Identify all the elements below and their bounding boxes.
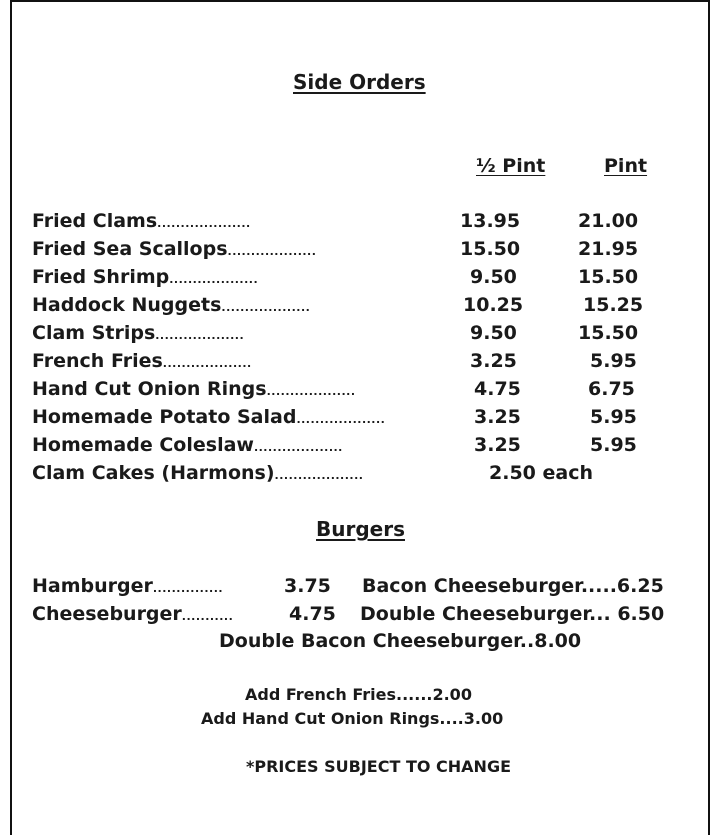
pint-price: 21.00 <box>578 210 639 232</box>
leader-dots: ................... <box>274 469 364 482</box>
pint-price: 15.50 <box>578 266 639 288</box>
pint-price: 6.75 <box>588 378 635 400</box>
double-cheeseburger-item: Double Cheeseburger... 6.50 <box>360 603 665 625</box>
pint-price: 5.95 <box>590 434 637 456</box>
leader-dots: ................... <box>266 385 356 398</box>
add-onion-rings: Add Hand Cut Onion Rings....3.00 <box>201 709 504 728</box>
item-name: Fried Shrimp <box>32 266 170 288</box>
page-border-top <box>10 0 710 2</box>
pint-header: Pint <box>604 155 648 177</box>
pint-price: 5.95 <box>590 406 637 428</box>
leader-dots: ................... <box>296 413 386 426</box>
leader-dots: ................... <box>221 301 311 314</box>
item-name: Hand Cut Onion Rings <box>32 378 267 400</box>
leader-dots: ................... <box>227 245 317 258</box>
leader-dots: ................... <box>155 329 245 342</box>
page-border-right <box>708 0 710 835</box>
half-pint-price: 9.50 <box>470 266 517 288</box>
half-pint-price: 9.50 <box>470 322 517 344</box>
item-name: Clam Cakes (Harmons) <box>32 462 275 484</box>
burgers-title: Burgers <box>316 517 405 541</box>
half-pint-price: 3.25 <box>474 406 521 428</box>
side-orders-title: Side Orders <box>293 70 426 94</box>
page-border-left <box>10 0 12 835</box>
half-pint-price: 13.95 <box>460 210 521 232</box>
half-pint-price: 3.25 <box>470 350 517 372</box>
item-name: Hamburger <box>32 575 153 597</box>
list-item <box>32 462 363 487</box>
list-item <box>32 266 258 291</box>
item-name: Homemade Potato Salad <box>32 406 297 428</box>
list-item <box>32 210 251 235</box>
leader-dots: ................... <box>162 357 252 370</box>
item-name: French Fries <box>32 350 163 372</box>
item-name: Cheeseburger <box>32 603 182 625</box>
pint-price: 15.25 <box>583 294 644 316</box>
item-name: Haddock Nuggets <box>32 294 222 316</box>
pint-price: 15.50 <box>578 322 639 344</box>
leader-dots: ................... <box>169 273 259 286</box>
list-item <box>32 350 252 375</box>
cheeseburger-item <box>32 603 233 628</box>
list-item <box>32 378 356 403</box>
leader-dots: ............... <box>152 582 224 595</box>
bacon-cheeseburger-item: Bacon Cheeseburger.....6.25 <box>362 575 664 597</box>
leader-dots: .................... <box>157 217 251 230</box>
list-item <box>32 406 385 431</box>
leader-dots: ........... <box>181 610 234 623</box>
double-bacon-cheeseburger-item: Double Bacon Cheeseburger..8.00 <box>219 630 582 652</box>
half-pint-price: 15.50 <box>460 238 521 260</box>
prices-notice: *PRICES SUBJECT TO CHANGE <box>246 757 512 776</box>
pint-price: 21.95 <box>578 238 639 260</box>
item-name: Fried Sea Scallops <box>32 238 228 260</box>
hamburger-item <box>32 575 223 600</box>
item-name: Clam Strips <box>32 322 156 344</box>
pint-price: 5.95 <box>590 350 637 372</box>
item-name: Fried Clams <box>32 210 158 232</box>
list-item <box>32 238 316 263</box>
half-pint-price: 3.25 <box>474 434 521 456</box>
each-price: 2.50 each <box>489 462 593 484</box>
cheeseburger-price: 4.75 <box>289 603 336 625</box>
list-item <box>32 294 310 319</box>
hamburger-price: 3.75 <box>284 575 331 597</box>
half-pint-price: 4.75 <box>474 378 521 400</box>
leader-dots: ................... <box>253 441 343 454</box>
add-french-fries: Add French Fries......2.00 <box>245 685 472 704</box>
half-pint-header: ½ Pint <box>476 155 546 177</box>
half-pint-price: 10.25 <box>463 294 524 316</box>
list-item <box>32 434 343 459</box>
item-name: Homemade Coleslaw <box>32 434 254 456</box>
list-item <box>32 322 244 347</box>
